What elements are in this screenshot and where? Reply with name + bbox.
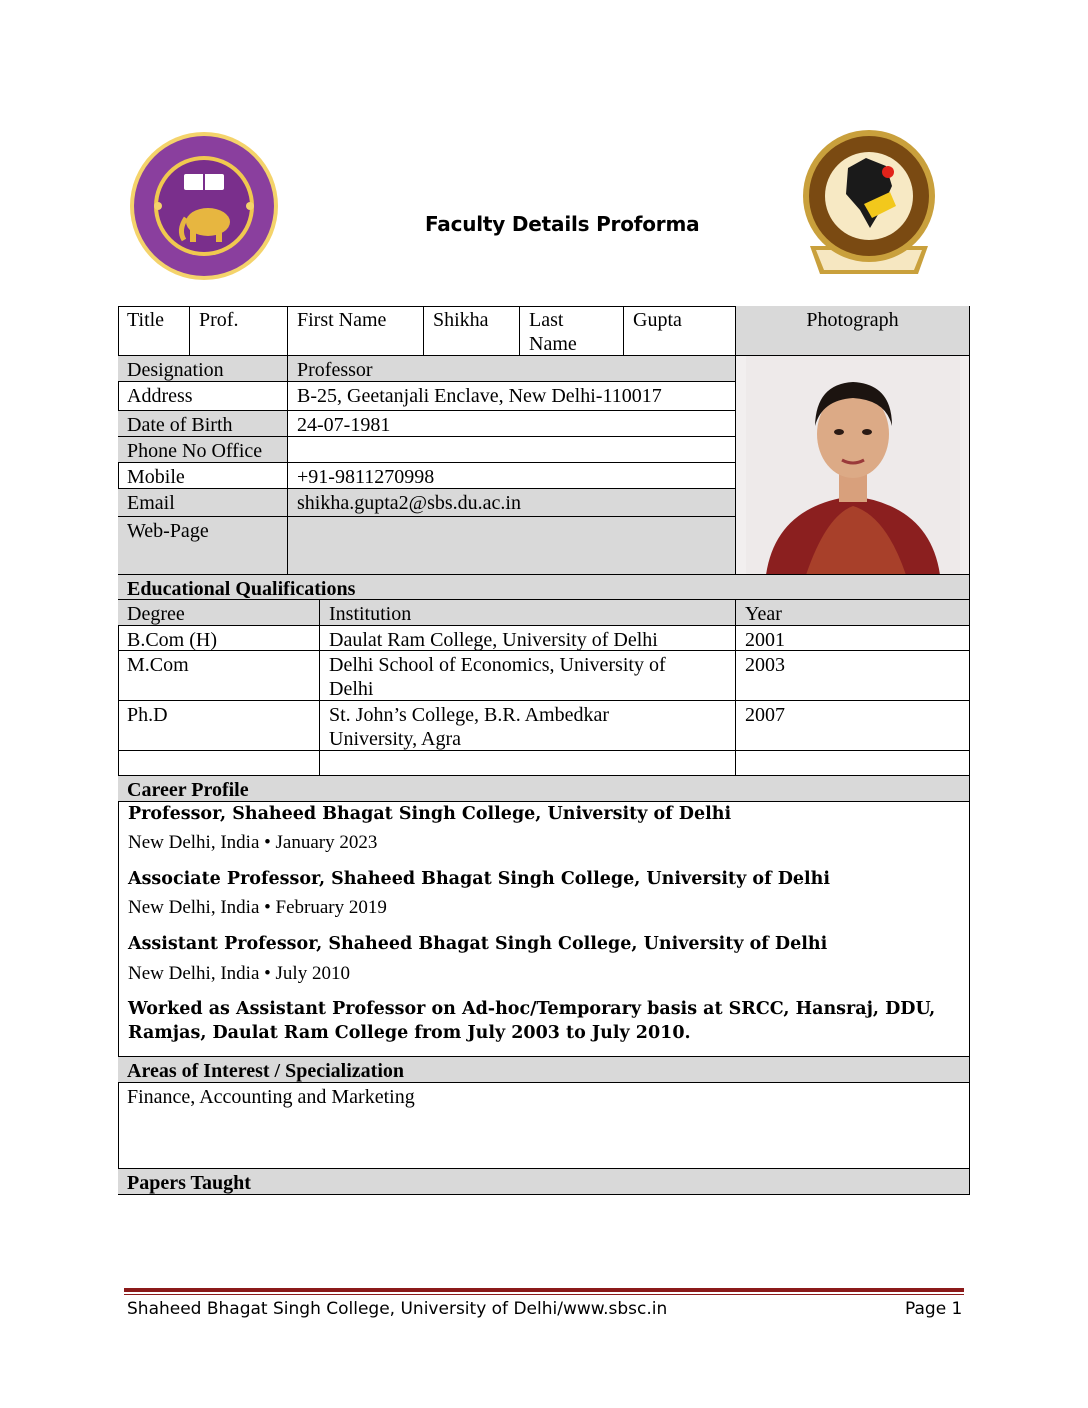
designation-label: Designation <box>118 356 288 382</box>
webpage-value <box>288 517 736 575</box>
career-note: Worked as Assistant Professor on Ad-hoc/Temporary basis at SRCC, Hansraj, DDU, Ramjas, Daulat Ram College from July 2003 to July 2010. <box>128 999 936 1043</box>
footer-rule <box>124 1288 964 1292</box>
table-row-year: 2001 <box>736 626 970 651</box>
interests-heading: Areas of Interest / Specialization <box>118 1057 970 1083</box>
email-label: Email <box>118 489 288 517</box>
last-name-value: Gupta <box>624 306 736 356</box>
career-entry-title: Professor, Shaheed Bhagat Singh College, University of Delhi <box>128 804 732 824</box>
address-label: Address <box>118 382 288 411</box>
phone-office-label: Phone No Office <box>118 437 288 463</box>
career-entry-title: Assistant Professor, Shaheed Bhagat Singh College, University of Delhi <box>128 934 828 954</box>
table-row-degree: Ph.D <box>118 701 320 751</box>
photograph <box>736 356 970 575</box>
faculty-table <box>118 306 970 1196</box>
career-profile <box>118 802 970 1057</box>
phone-office-value <box>288 437 736 463</box>
papers-heading: Papers Taught <box>118 1169 970 1195</box>
table-row-year: 2007 <box>736 701 970 751</box>
last-name-label: Last Name <box>520 306 624 356</box>
table-row-institution: Daulat Ram College, University of Delhi <box>320 626 736 651</box>
year-column-header: Year <box>736 600 970 626</box>
table-row-institution: St. John’s College, B.R. Ambedkar University, Agra <box>320 701 736 751</box>
title-value: Prof. <box>190 306 288 356</box>
education-heading: Educational Qualifications <box>118 575 970 600</box>
webpage-label: Web-Page <box>118 517 288 575</box>
address-value: B-25, Geetanjali Enclave, New Delhi-110017 <box>288 382 736 411</box>
du-logo <box>128 130 280 282</box>
mobile-label: Mobile <box>118 463 288 489</box>
interests-value: Finance, Accounting and Marketing <box>118 1083 970 1169</box>
table-row-institution: Delhi School of Economics, University of Delhi <box>320 651 736 701</box>
footer-rule-thin <box>124 1294 964 1295</box>
career-entry-detail: New Delhi, India • February 2019 <box>128 897 387 918</box>
page-title: Faculty Details Proforma <box>425 212 700 236</box>
table-row-degree: M.Com <box>118 651 320 701</box>
sbsc-logo <box>800 128 938 284</box>
first-name-value: Shikha <box>424 306 520 356</box>
first-name-label: First Name <box>288 306 424 356</box>
career-entry-detail: New Delhi, India • January 2023 <box>128 832 378 853</box>
designation-value: Professor <box>288 356 736 382</box>
mobile-value: +91-9811270998 <box>288 463 736 489</box>
dob-label: Date of Birth <box>118 411 288 437</box>
email-value: shikha.gupta2@sbs.du.ac.in <box>288 489 736 517</box>
table-row-year: 2003 <box>736 651 970 701</box>
career-heading: Career Profile <box>118 776 970 802</box>
title-label: Title <box>118 306 190 356</box>
institution-column-header: Institution <box>320 600 736 626</box>
table-row-degree <box>118 751 320 776</box>
degree-column-header: Degree <box>118 600 320 626</box>
footer-page-number: Page 1 <box>905 1299 963 1319</box>
career-entry-detail: New Delhi, India • July 2010 <box>128 963 350 984</box>
dob-value: 24-07-1981 <box>288 411 736 437</box>
table-row-institution <box>320 751 736 776</box>
career-entry-title: Associate Professor, Shaheed Bhagat Singh College, University of Delhi <box>128 869 831 889</box>
table-row-year <box>736 751 970 776</box>
footer-left: Shaheed Bhagat Singh College, University of Delhi/www.sbsc.in <box>127 1299 668 1319</box>
table-row-degree: B.Com (H) <box>118 626 320 651</box>
photograph-label: Photograph <box>736 306 970 356</box>
